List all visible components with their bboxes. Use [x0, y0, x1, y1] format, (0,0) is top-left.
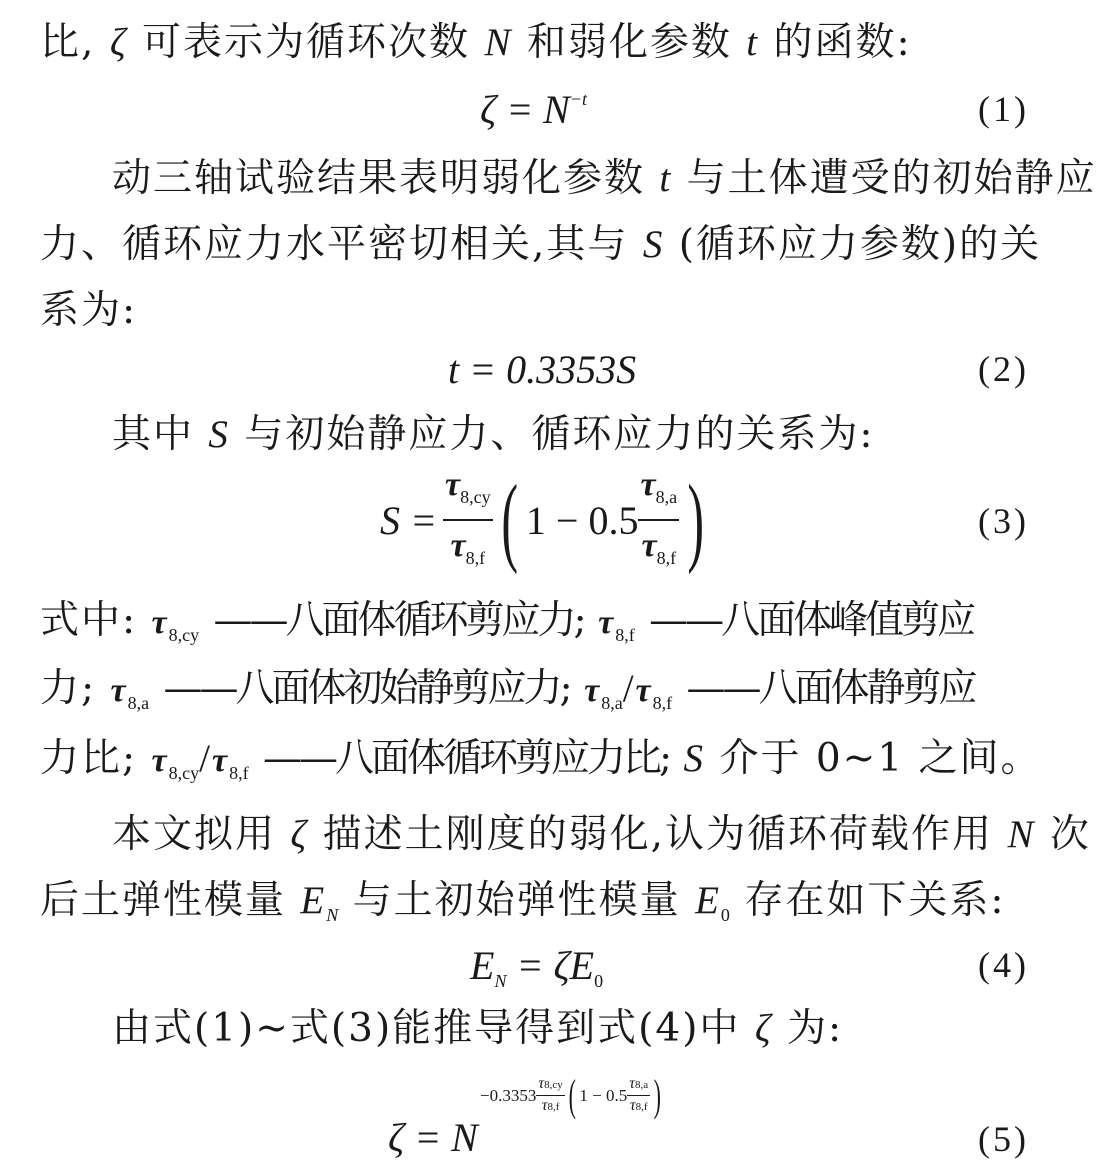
- text: 式中:: [40, 598, 138, 643]
- tau-subscript: 8,cy: [168, 625, 200, 645]
- tau-symbol: τ: [450, 527, 466, 564]
- exp-coefficient: −0.3353: [480, 1085, 537, 1105]
- tau-symbol: τ: [629, 1075, 635, 1092]
- fraction-cy-over-f: [443, 460, 493, 580]
- E-subscript: 0: [720, 905, 730, 925]
- text: 与土体遭受的初始静应: [686, 156, 1097, 201]
- eq3-one-minus: 1 − 0.5: [525, 497, 639, 543]
- tau-symbol: τ: [151, 604, 169, 641]
- exp-fraction-cy-over-f: [536, 1074, 564, 1117]
- eq5-lhs: ζ = N: [388, 1115, 478, 1160]
- text: 为:: [787, 1006, 844, 1051]
- text: 其中: [112, 412, 195, 457]
- tau-symbol: τ: [584, 672, 602, 709]
- equation-3: [380, 464, 712, 575]
- tau-subscript: 8,f: [465, 548, 486, 568]
- equation-number-1: (1): [978, 89, 1029, 129]
- eq4-subscript: N: [494, 971, 507, 991]
- tau-symbol: τ: [211, 742, 230, 779]
- text: (循环应力参数)的关: [678, 222, 1042, 267]
- E-subscript: N: [326, 905, 339, 925]
- t-symbol: t: [659, 157, 673, 200]
- text: ——八面体峰值剪应: [649, 598, 974, 643]
- left-paren: (: [500, 464, 518, 575]
- tau-subscript: 8,f: [635, 1101, 648, 1113]
- tau-symbol: τ: [538, 1075, 545, 1092]
- text: 的函数:: [773, 20, 912, 65]
- tau-symbol: τ: [635, 672, 653, 709]
- fraction-a-over-f: [638, 460, 679, 580]
- paragraph-line-4: [40, 286, 137, 336]
- paragraph-line-10: [40, 876, 1005, 940]
- text: 与初始静应力、循环应力的关系为:: [244, 412, 875, 457]
- tau-symbol: τ: [598, 604, 616, 641]
- tau-symbol: τ: [629, 1097, 636, 1114]
- paragraph-line-7: [40, 664, 975, 728]
- paragraph-line-11: [112, 1004, 843, 1054]
- equation-number-5: (5): [978, 1119, 1029, 1159]
- exp-fraction-a-over-f: [627, 1074, 650, 1117]
- zeta-symbol: ζ: [109, 21, 128, 64]
- right-paren: ): [687, 464, 705, 575]
- text: 力;: [40, 666, 97, 711]
- tau-subscript: 8,a: [601, 693, 623, 713]
- text: ——八面体循环剪应力;: [213, 598, 584, 643]
- equation-2: [448, 346, 636, 393]
- paragraph-line-1: [40, 18, 912, 68]
- tau-symbol: τ: [151, 742, 169, 779]
- eq3-lhs: S =: [380, 497, 437, 543]
- equation-number-3: (3): [978, 501, 1029, 541]
- equation-1: [480, 86, 587, 133]
- text: 介于 0~1 之间。: [719, 736, 1042, 781]
- text: ——八面体循环剪应力比;: [262, 736, 670, 781]
- paragraph-line-3: [40, 220, 1041, 270]
- tau-subscript: 8,a: [127, 693, 150, 713]
- zeta-symbol: ζ: [290, 813, 309, 856]
- tau-symbol: τ: [541, 1097, 548, 1114]
- paragraph-line-8: [40, 734, 1042, 798]
- tau-subscript: 8,f: [652, 693, 673, 713]
- N-symbol: N: [1007, 813, 1036, 856]
- zeta-symbol: ζ: [754, 1007, 773, 1050]
- paragraph-line-9: [112, 810, 1091, 860]
- text: 系为:: [40, 288, 138, 333]
- text: 力比;: [40, 736, 138, 781]
- tau-symbol: τ: [445, 466, 461, 503]
- text: ——八面体静剪应: [686, 666, 975, 711]
- tau-subscript: 8,a: [655, 487, 678, 507]
- equation-number-4: (4): [978, 945, 1029, 985]
- text: 存在如下关系:: [744, 878, 1006, 923]
- tau-subscript: 8,f: [615, 625, 635, 645]
- eq4-subscript: 0: [594, 971, 604, 991]
- tau-symbol: τ: [110, 672, 128, 709]
- t-symbol: t: [746, 21, 760, 64]
- tau-subscript: 8,a: [634, 1079, 649, 1091]
- S-symbol: S: [208, 413, 230, 456]
- slash: /: [199, 737, 212, 780]
- text: ——八面体初始静剪应力;: [163, 666, 570, 711]
- text: 动三轴试验结果表明弱化参数: [112, 156, 646, 201]
- tau-subscript: 8,f: [656, 548, 677, 568]
- text: 由式(1)~式(3)能推导得到式(4)中: [112, 1006, 741, 1051]
- exp-left-paren: (: [568, 1071, 576, 1120]
- slash: /: [622, 667, 636, 710]
- S-symbol: S: [642, 223, 665, 266]
- exp-one-minus: 1 − 0.5: [579, 1085, 628, 1105]
- eq4-lhs: E: [470, 943, 495, 988]
- eq1-sup: −t: [569, 89, 588, 109]
- text: 本文拟用: [112, 812, 277, 857]
- tau-subscript: 8,f: [547, 1101, 560, 1113]
- text: 与土初始弹性模量: [352, 878, 681, 923]
- E-symbol: E: [300, 879, 327, 922]
- text: 后土弹性模量: [40, 878, 287, 923]
- text: 力、循环应力水平密切相关,其与: [40, 222, 629, 267]
- paragraph-line-6: [40, 596, 973, 660]
- text: 比,: [40, 20, 96, 65]
- N-symbol: N: [484, 21, 513, 64]
- tau-subscript: 8,cy: [168, 763, 200, 783]
- text: 可表示为循环次数: [142, 20, 471, 65]
- eq2-text: t = 0.3353S: [448, 347, 637, 392]
- equation-number-2: (2): [978, 349, 1029, 389]
- text: 次: [1049, 812, 1091, 857]
- tau-symbol: τ: [641, 527, 657, 564]
- tau-subscript: 8,f: [229, 763, 249, 783]
- E-symbol: E: [695, 879, 721, 922]
- tau-symbol: τ: [640, 466, 656, 503]
- equation-5: [388, 1070, 788, 1170]
- exp-right-paren: ): [653, 1071, 662, 1120]
- paragraph-line-5: [112, 410, 874, 460]
- eq4-rhs: = ζE: [516, 943, 595, 988]
- equation-4: [470, 942, 603, 992]
- eq1-lhs: ζ = N: [480, 87, 570, 132]
- tau-subscript: 8,cy: [544, 1079, 563, 1091]
- eq5-exponent: [480, 1070, 665, 1121]
- S-symbol: S: [683, 737, 706, 780]
- paragraph-line-2: [112, 154, 1097, 204]
- text: 描述土刚度的弱化,认为循环荷载作用: [322, 812, 994, 857]
- text: 和弱化参数: [526, 20, 732, 65]
- tau-subscript: 8,cy: [460, 487, 491, 507]
